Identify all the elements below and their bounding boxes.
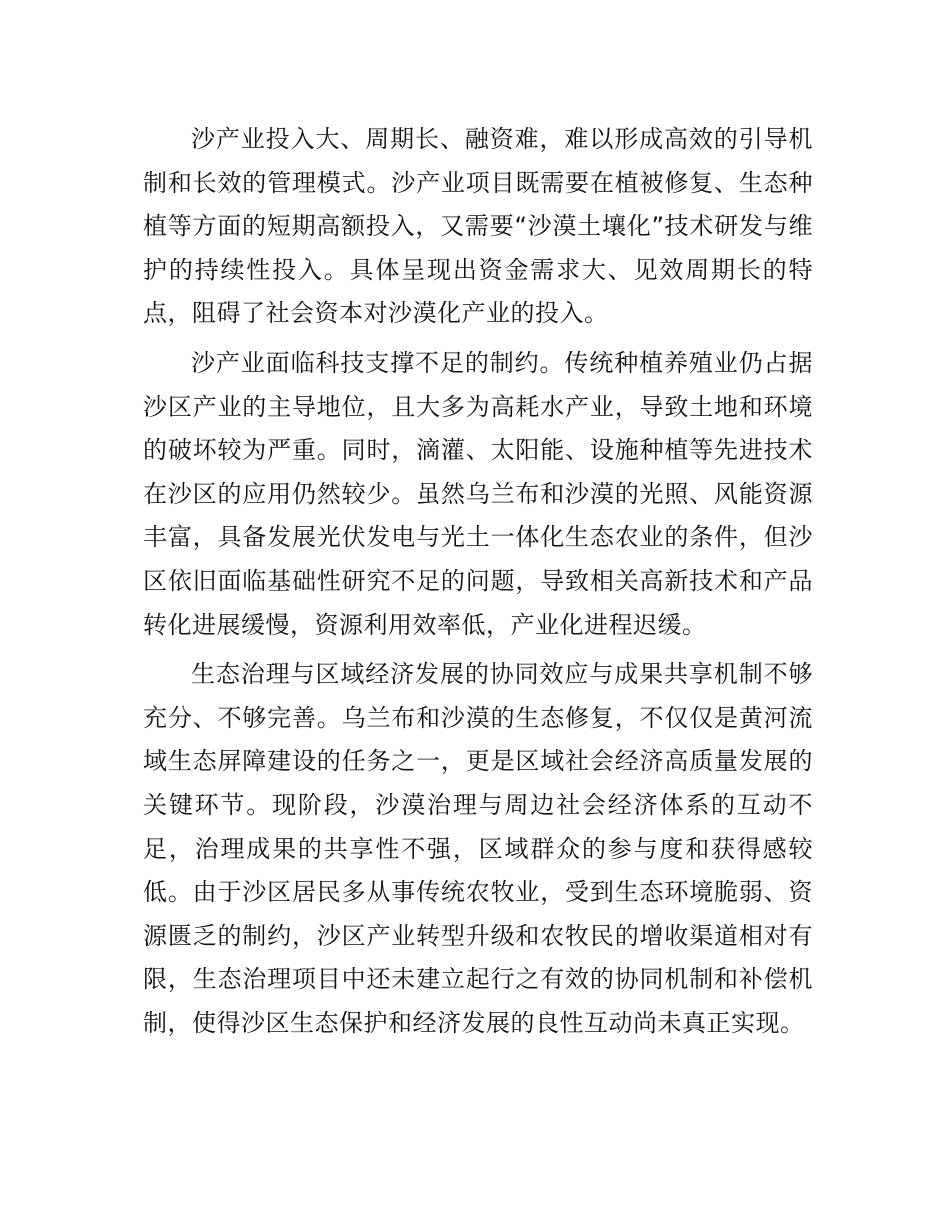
paragraph-technology: 沙产业面临科技支撑不足的制约。传统种植养殖业仍占据沙区产业的主导地位，且大多为高耗水产业，导致土地和环境的破坏较为严重。同时，滴灌、太阳能、设施种植等先进技术在沙区的应用仍然较少。虽然乌兰布和沙漠的光照、风能资源丰富，具备发展光伏发电与光土一体化生态农业的条件，但沙区依旧面临基础性研究不足的问题，导致相关高新技术和产品转化进展缓慢，资源利用效率低，产业化进程迟缓。 [143, 348, 813, 639]
paragraph-coordination: 生态治理与区域经济发展的协同效应与成果共享机制不够充分、不够完善。乌兰布和沙漠的生态修复，不仅仅是黄河流域生态屏障建设的任务之一，更是区域社会经济高质量发展的关键环节。现阶段，沙漠治理与周边社会经济体系的互动不足，治理成果的共享性不强，区域群众的参与度和获得感较低。由于沙区居民多从事传统农牧业，受到生态环境脆弱、资源匮乏的制约，沙区产业转型升级和农牧民的增收渠道相对有限，生态治理项目中还未建立起行之有效的协同机制和补偿机制，使得沙区生态保护和经济发展的良性互动尚未真正实现。 [143, 660, 813, 1037]
document-body [143, 118, 813, 1051]
paragraph-funding: 沙产业投入大、周期长、融资难，难以形成高效的引导机制和长效的管理模式。沙产业项目既需要在植被修复、生态种植等方面的短期高额投入，又需要“沙漠土壤化”技术研发与维护的持续性投入。具体呈现出资金需求大、见效周期长的特点，阻碍了社会资本对沙漠化产业的投入。 [143, 125, 813, 328]
